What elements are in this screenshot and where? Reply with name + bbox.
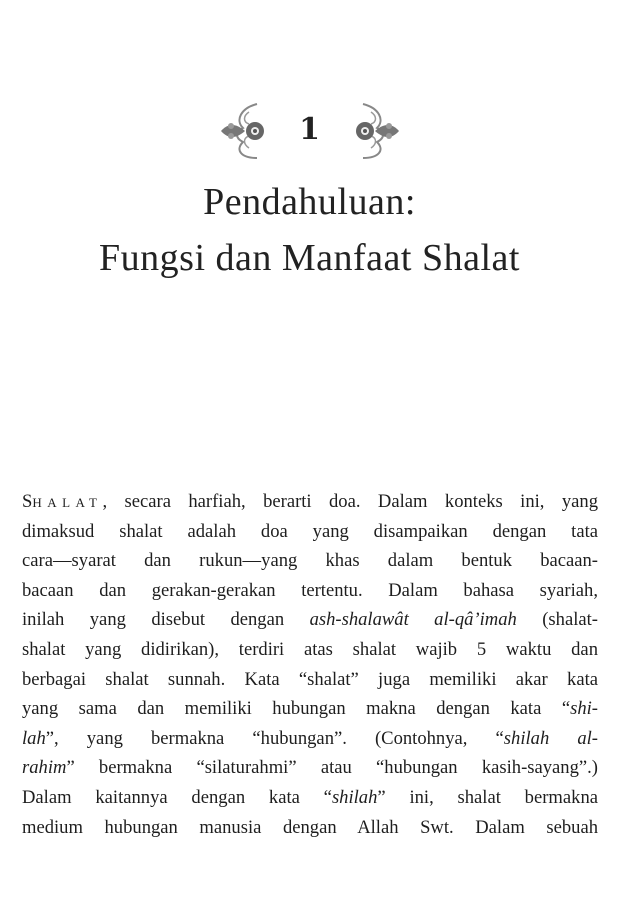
chapter-title-line-1: Pendahuluan: [203,181,416,223]
ornament-right-icon [347,98,407,162]
chapter-title [0,174,619,286]
chapter-number-row [0,92,619,168]
body-paragraph [22,487,598,842]
chapter-header [0,92,619,286]
text-line: dimaksud shalat adalah doa yang disampaikan dengan tata [22,520,598,542]
text-line: SHALAT, secara harfiah, berarti doa. Dalam konteks ini, yang [22,491,598,512]
text-line: Dalam kaitannya dengan kata “shilah” ini, shalat bermakna [22,786,598,808]
text-line: rahim” bermakna “silaturahmi” atau “hubungan kasih-sayang”.) [22,757,598,779]
text-line: inilah yang disebut dengan ash-shalawât al-qâ’imah (shalat- [22,609,598,631]
text-line: berbagai shalat sunnah. Kata “shalat” juga memiliki akar kata [22,668,598,690]
text-line: medium hubungan manusia dengan Allah Swt. Dalam sebuah [22,816,598,838]
text-line: bacaan dan gerakan-gerakan tertentu. Dalam bahasa syariah, [22,579,598,601]
text-line: shalat yang didirikan), terdiri atas shalat wajib 5 waktu dan [22,638,598,660]
ornament-left-icon [213,98,273,162]
text-line: cara—syarat dan rukun—yang khas dalam bentuk bacaan- [22,550,598,572]
chapter-number: 1 [299,112,320,147]
chapter-title-line-2: Fungsi dan Manfaat Shalat [99,237,520,279]
text-line: yang sama dan memiliki hubungan makna dengan kata “shi- [22,698,598,720]
text-line: lah”, yang bermakna “hubungan”. (Contohnya, “shilah al- [22,727,598,749]
